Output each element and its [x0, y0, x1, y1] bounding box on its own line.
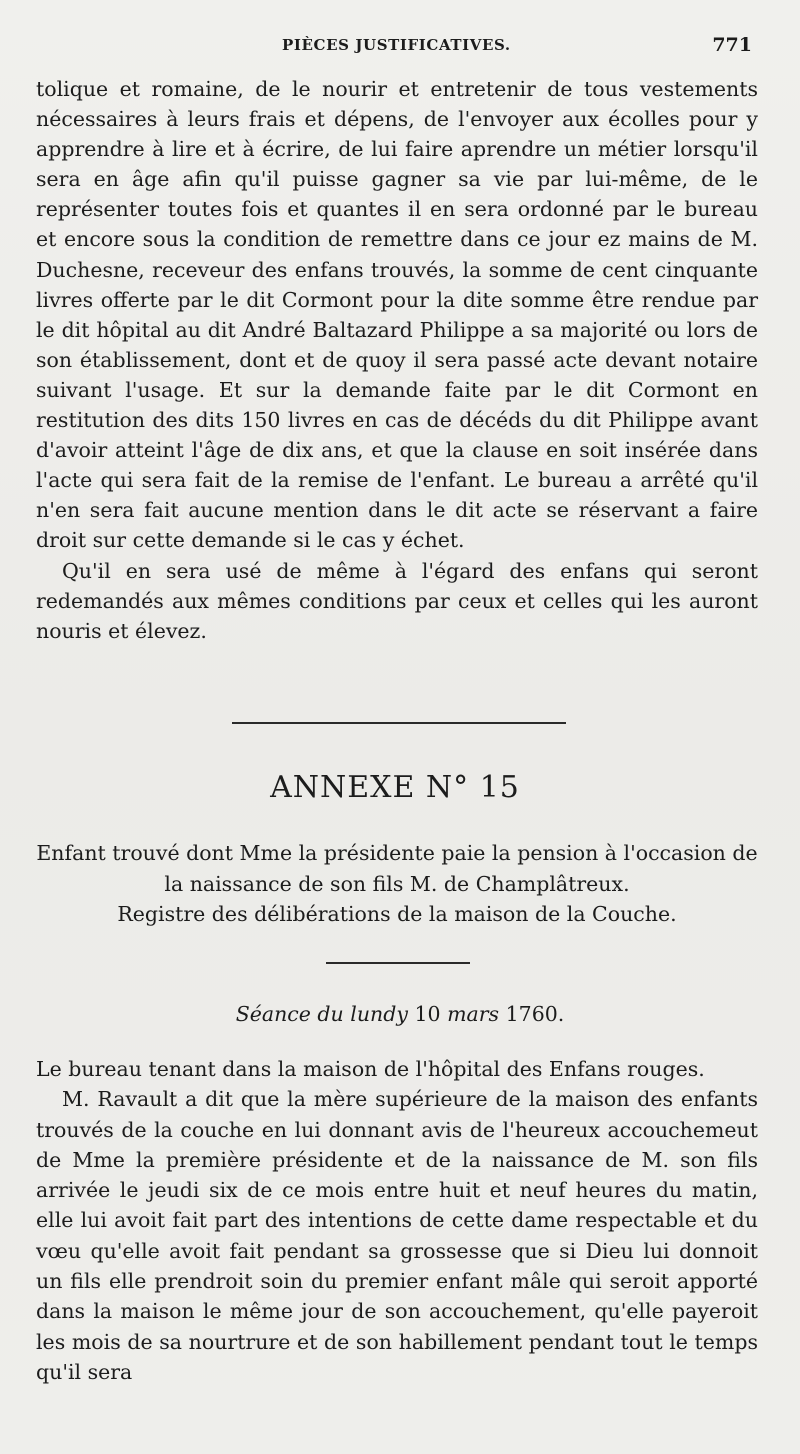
page-header — [0, 34, 800, 62]
seance-year: 1760. — [505, 1002, 565, 1026]
seance-label: Séance du lundy — [235, 1002, 408, 1026]
running-title: PIÈCES JUSTIFICATIVES. — [282, 36, 511, 54]
paragraph: Le bureau tenant dans la maison de l'hôpital des Enfans rouges. — [36, 1057, 705, 1081]
annexe-heading: ANNEXE N° 15 — [270, 770, 520, 805]
paragraph: tolique et romaine, de le nourir et entretenir de tous vestements nécessaires à leurs frais et dépens, de l'envoyer aux écolles pour y apprendre à lire et à écrire, de lui faire aprendre un métier lorsqu'il sera en âge afin qu'il puisse gagner sa vie par lui-même, de le représenter toutes fois et quantes il en sera ordonné par le bureau et encore sous la condition de remettre dans ce jour ez mains de M. Duchesne, receveur des enfans trouvés, la somme de cent cinquante livres offerte par le dit Cormont pour la dite somme être rendue par le dit hôpital au dit André Baltazard Philippe a sa majorité ou lors de son établissement, dont et de quoy il sera passé acte devant notaire suivant l'usage. Et sur la demande faite par le dit Cormont en restitution des dits 150 livres en cas de décéds du dit Philippe avant d'avoir atteint l'âge de dix ans, et que la clause en soit insérée dans l'acte qui sera fait de la remise de l'enfant. Le bureau a arrêté qu'il n'en sera fait aucune mention dans le dit acte se réservant a faire droit sur cette demande si le cas y échet. — [36, 77, 758, 553]
paragraph: M. Ravault a dit que la mère supérieure de la maison des enfants trouvés de la couche en lui donnant avis de l'heureux accouchemeut de Mme la première présidente et de la naissance de M. son fils arrivée le jeudi six de ce mois entre huit et neuf heures du matin, elle lui avoit fait part des intentions de cette dame respectable et du vœu qu'elle avoit fait pendant sa grossesse que si Dieu lui donnoit un fils elle prendroit soin du premier enfant mâle qui seroit apporté dans la maison le même jour de son accouchement, qu'elle payeroit les mois de sa nourtrure et de son habillement pendant tout le temps qu'il sera — [36, 1087, 758, 1384]
annexe-subtitle-source: Registre des délibérations de la maison de la Couche. — [117, 902, 677, 926]
paragraph: Qu'il en sera usé de même à l'égard des enfans qui seront redemandés aux mêmes conditions par ceux et celles qui les auront nouris et élevez. — [36, 558, 758, 643]
body-text-top — [36, 74, 758, 646]
seance-day: 10 — [414, 1002, 441, 1026]
annexe-subtitle — [36, 838, 758, 930]
body-text-bottom — [36, 1054, 758, 1387]
page-number: 771 — [712, 34, 752, 56]
short-divider — [326, 962, 470, 964]
annexe-subtitle-description: Enfant trouvé dont Mme la présidente paie la pension à l'occasion de la naissance de son fils M. de Champlâtreux. — [36, 841, 758, 896]
seance-date — [0, 1002, 800, 1026]
seance-month: mars — [447, 1002, 500, 1026]
section-divider — [232, 722, 566, 724]
